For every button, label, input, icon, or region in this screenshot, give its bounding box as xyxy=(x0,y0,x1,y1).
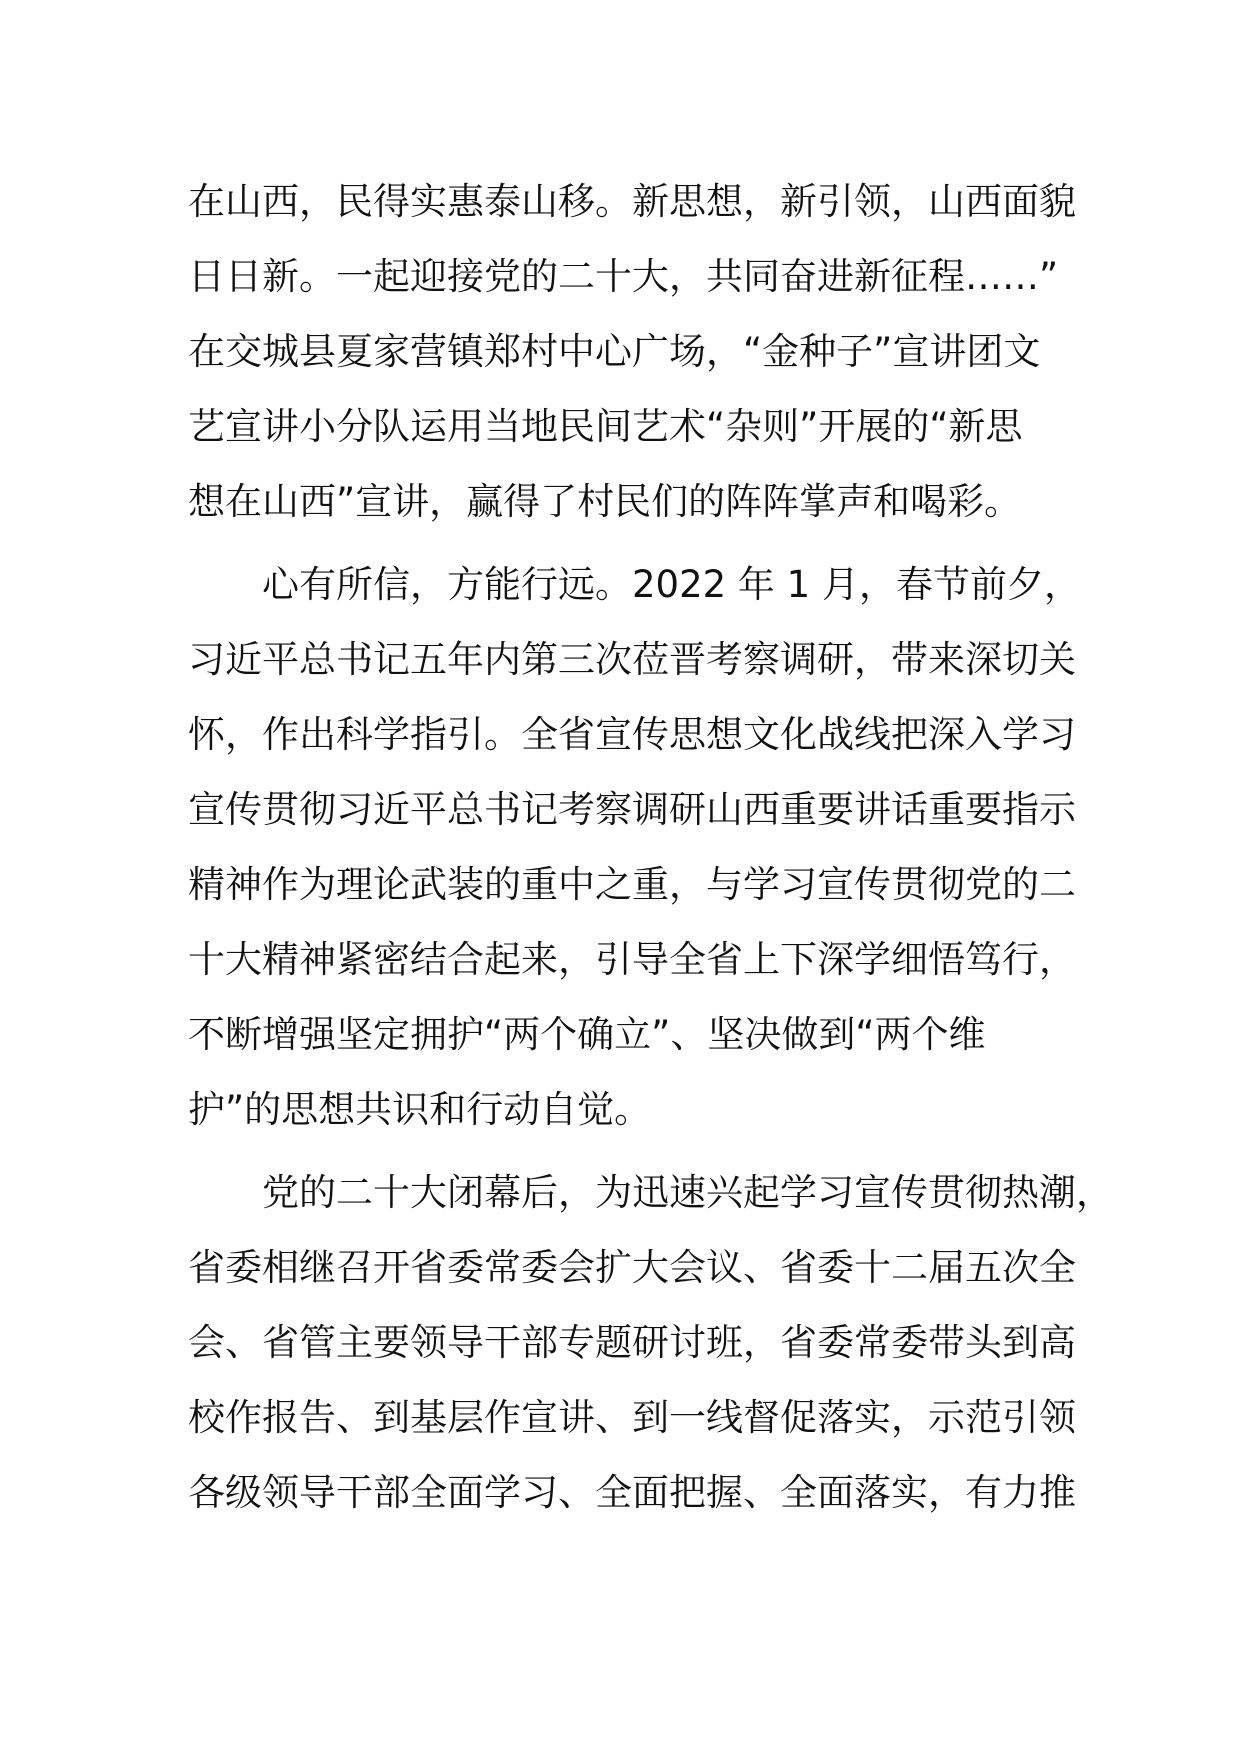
text-line: 日日新。一起迎接党的二十大，共同奋进新征程……” xyxy=(188,255,1059,298)
text-line: 怀，作出科学指引。全省宣传思想文化战线把深入学习 xyxy=(188,713,1076,756)
text-line: 宣传贯彻习近平总书记考察调研山西重要讲话重要指示 xyxy=(188,788,1076,831)
text-line: 心有所信，方能行远。2022 年 1 月，春节前夕， xyxy=(262,563,1081,606)
paragraph-gap xyxy=(188,539,1088,547)
text-line: 会、省管主要领导干部专题研讨班，省委常委带头到高 xyxy=(188,1321,1076,1364)
paragraph-3 xyxy=(188,1155,1113,1530)
text-line: 十大精神紧密结合起来，引导全省上下深学细悟笃行， xyxy=(188,938,1076,981)
text-line: 校作报告、到基层作宣讲、到一线督促落实，示范引领 xyxy=(188,1396,1076,1439)
text-line: 不断增强坚定拥护“两个确立”、坚决做到“两个维 xyxy=(188,1013,986,1056)
text-line: 习近平总书记五年内第三次莅晋考察调研，带来深切关 xyxy=(188,638,1076,681)
text-line: 党的二十大闭幕后，为迅速兴起学习宣传贯彻热潮， xyxy=(262,1171,1113,1214)
text-line: 想在山西”宣讲，赢得了村民们的阵阵掌声和喝彩。 xyxy=(188,480,1022,523)
text-line: 艺宣讲小分队运用当地民间艺术“杂则”开展的“新思 xyxy=(188,405,1023,448)
text-line: 精神作为理论武装的重中之重，与学习宣传贯彻党的二 xyxy=(188,863,1076,906)
text-line: 在山西，民得实惠泰山移。新思想，新引领，山西面貌 xyxy=(188,180,1076,223)
text-line: 省委相继召开省委常委会扩大会议、省委十二届五次全 xyxy=(188,1246,1076,1289)
body-text xyxy=(188,164,1113,1530)
paragraph-2 xyxy=(188,547,1088,1147)
text-line: 在交城县夏家营镇郑村中心广场，“金种子”宣讲团文 xyxy=(188,330,1041,373)
paragraph-gap xyxy=(188,1147,1088,1155)
paragraph-1 xyxy=(188,164,1088,539)
text-line: 护”的思想共识和行动自觉。 xyxy=(188,1088,652,1131)
text-line: 各级领导干部全面学习、全面把握、全面落实，有力推 xyxy=(188,1471,1076,1514)
